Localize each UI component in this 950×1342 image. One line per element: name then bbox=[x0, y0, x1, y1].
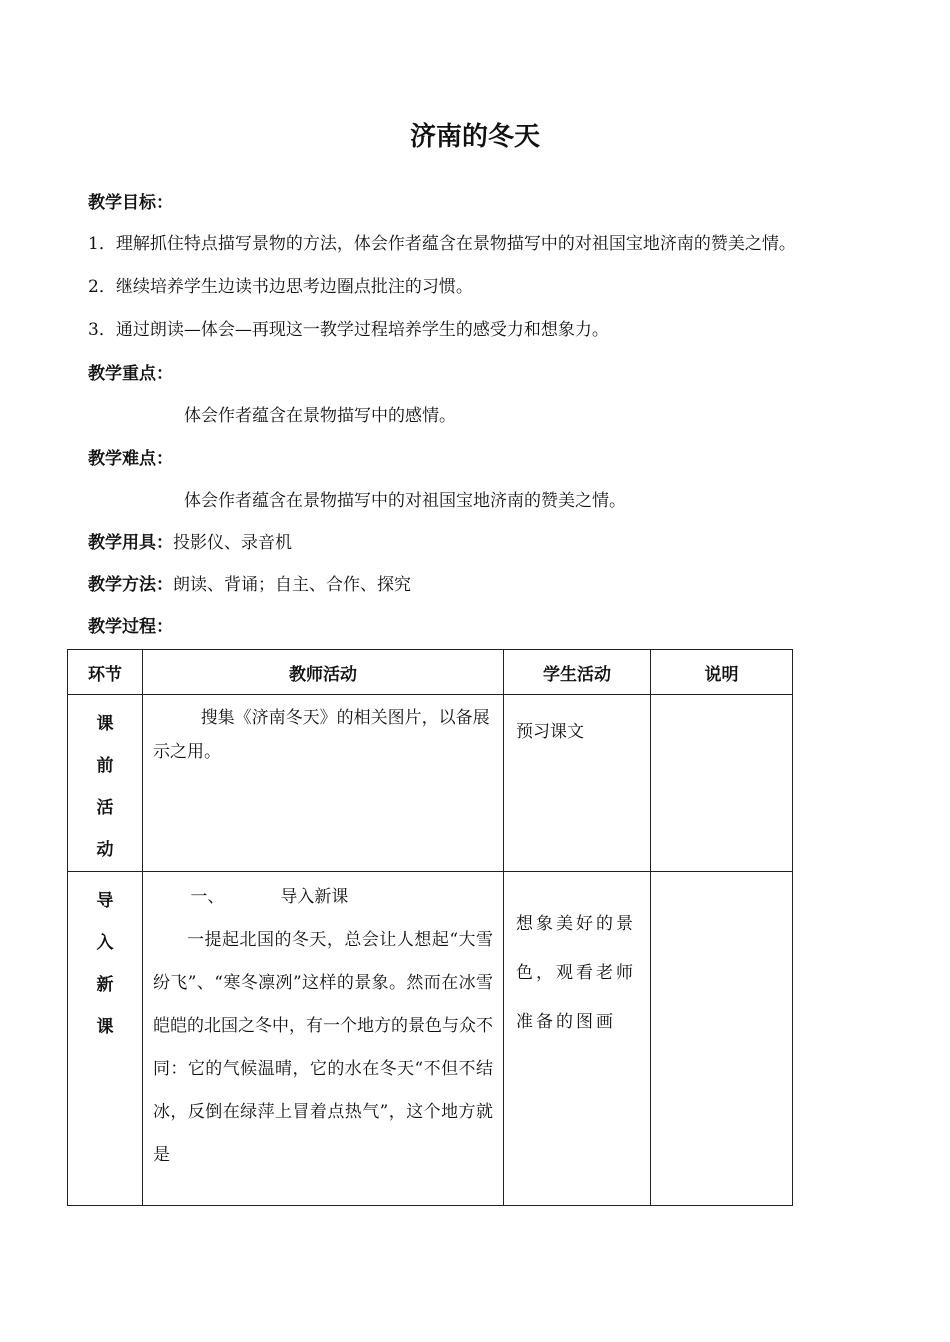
table-header-row bbox=[68, 650, 793, 695]
student-activity-text: 预习课文 bbox=[516, 722, 584, 742]
methods-line bbox=[88, 570, 411, 595]
methods-heading: 教学方法： bbox=[88, 575, 173, 595]
column-header-note: 说明 bbox=[651, 650, 793, 695]
objective-item-2: 2．继续培养学生边读书边思考边圈点批注的习惯。 bbox=[88, 277, 473, 297]
teacher-activity-cell bbox=[143, 695, 504, 872]
column-header-student: 学生活动 bbox=[504, 650, 651, 695]
methods-text: 朗读、背诵；自主、合作、探究 bbox=[173, 575, 411, 595]
stage-char: 新 bbox=[96, 975, 114, 995]
stage-char: 前 bbox=[96, 756, 114, 776]
stage-char: 入 bbox=[96, 933, 114, 953]
table-row bbox=[68, 695, 793, 872]
difficulties-text: 体会作者蕴含在景物描写中的对祖国宝地济南的赞美之情。 bbox=[184, 491, 626, 511]
tools-line bbox=[88, 528, 292, 553]
section-number: 一、 bbox=[190, 887, 225, 907]
difficulties-heading: 教学难点： bbox=[88, 449, 173, 469]
objective-item-3: 3．通过朗读—体会—再现这一教学过程培养学生的感受力和想象力。 bbox=[88, 320, 609, 340]
student-activity-cell bbox=[504, 872, 651, 1206]
objective-item-1: 1．理解抓住特点描写景物的方法，体会作者蕴含在景物描写中的对祖国宝地济南的赞美之情。 bbox=[88, 234, 796, 254]
student-activity-text: 想象美好的景色，观看老师准备的图画 bbox=[516, 914, 636, 1032]
note-cell bbox=[651, 872, 793, 1206]
key-points-heading: 教学重点： bbox=[88, 364, 173, 384]
section-title: 导入新课 bbox=[280, 887, 349, 907]
student-activity-cell bbox=[504, 695, 651, 872]
teacher-activity-cell bbox=[143, 872, 504, 1206]
key-points-text: 体会作者蕴含在景物描写中的感情。 bbox=[184, 406, 456, 426]
process-table bbox=[67, 649, 793, 1206]
stage-char: 课 bbox=[96, 714, 114, 734]
document-title: 济南的冬天 bbox=[409, 122, 540, 152]
teacher-activity-text: 一提起北国的冬天，总会让人想起“大雪纷飞”、“寒冬凛冽”这样的景象。然而在冰雪皑皑的北国之冬中，有一个地方的景色与众不同：它的气候温晴，它的水在冬天“不但不结冰，反倒在绿萍上冒着点热气”，这个地方就是 bbox=[153, 930, 493, 1165]
column-header-teacher: 教师活动 bbox=[143, 650, 504, 695]
column-header-stage: 环节 bbox=[68, 650, 143, 695]
objectives-heading: 教学目标： bbox=[88, 193, 173, 213]
stage-char: 动 bbox=[96, 840, 114, 860]
stage-cell bbox=[68, 872, 143, 1206]
tools-text: 投影仪、录音机 bbox=[173, 533, 292, 553]
stage-char: 导 bbox=[96, 891, 114, 911]
note-cell bbox=[651, 695, 793, 872]
section-heading bbox=[153, 876, 493, 919]
tools-heading: 教学用具： bbox=[88, 533, 173, 553]
table-row bbox=[68, 872, 793, 1206]
teacher-activity-text: 搜集《济南冬天》的相关图片，以备展示之用。 bbox=[153, 708, 490, 762]
stage-cell bbox=[68, 695, 143, 872]
stage-char: 活 bbox=[96, 798, 114, 818]
stage-char: 课 bbox=[96, 1017, 114, 1037]
process-heading: 教学过程： bbox=[88, 617, 173, 637]
